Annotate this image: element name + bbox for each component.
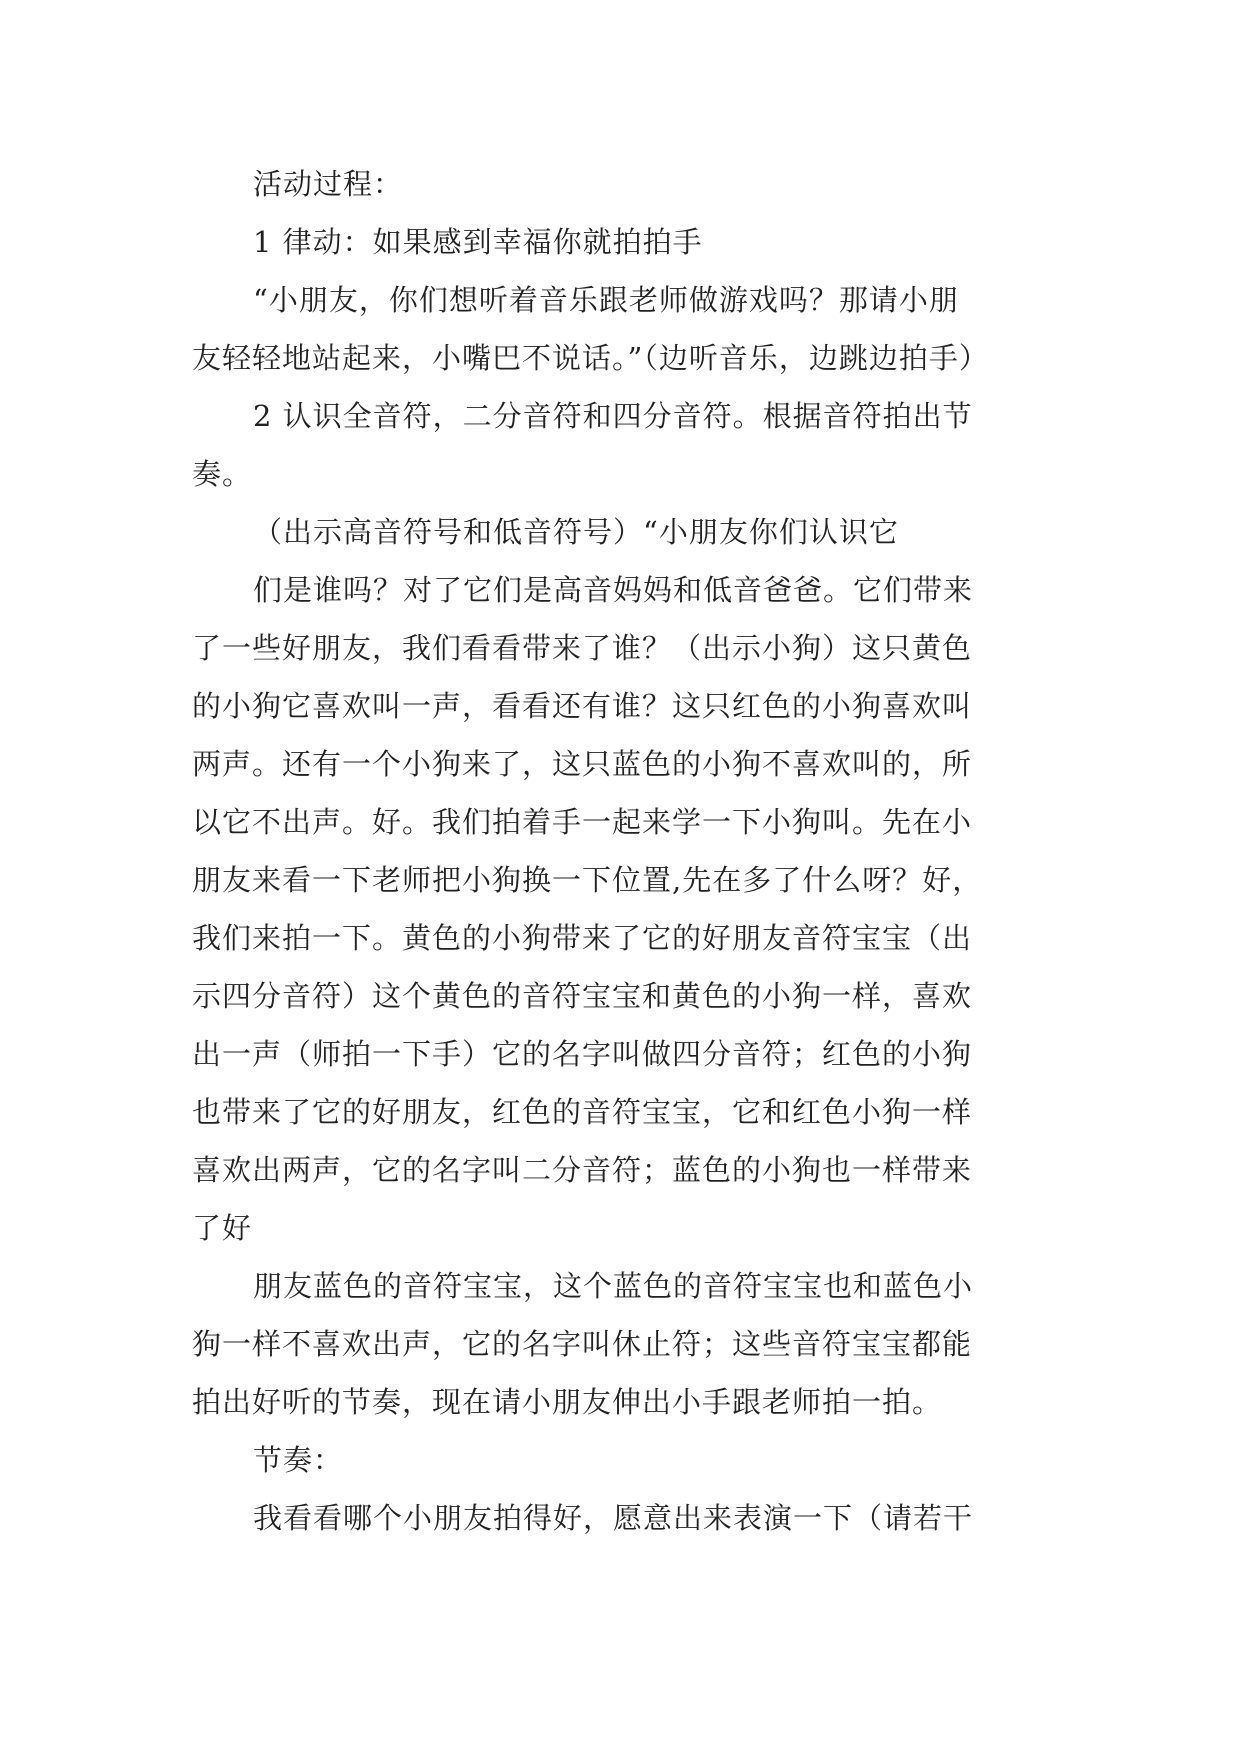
paragraph-line: 友轻轻地站起来，小嘴巴不说话。”（边听音乐，边跳边拍手） xyxy=(192,341,989,375)
paragraph-line: “小朋友，你们想听着音乐跟老师做游戏吗？那请小朋 xyxy=(253,283,959,317)
paragraph-line: 我看看哪个小朋友拍得好，愿意出来表演一下（请若干 xyxy=(253,1501,974,1535)
paragraph-line: 我们来拍一下。黄色的小狗带来了它的好朋友音符宝宝（出 xyxy=(192,921,973,955)
paragraph-line: 朋友来看一下老师把小狗换一下位置,先在多了什么呀？好， xyxy=(192,863,983,897)
paragraph-line: 朋友蓝色的音符宝宝，这个蓝色的音符宝宝也和蓝色小 xyxy=(253,1269,974,1303)
paragraph-line: 示四分音符）这个黄色的音符宝宝和黄色的小狗一样，喜欢 xyxy=(192,979,973,1013)
paragraph-line: （出示高音符号和低音符号）“小朋友你们认识它 xyxy=(253,515,899,549)
paragraph-line: 以它不出声。好。我们拍着手一起来学一下小狗叫。先在小 xyxy=(192,805,973,839)
paragraph-line: 奏。 xyxy=(192,457,253,491)
paragraph-line: 两声。还有一个小狗来了，这只蓝色的小狗不喜欢叫的，所 xyxy=(192,747,973,781)
paragraph-line: 节奏： xyxy=(253,1443,344,1477)
paragraph-line: 出一声（师拍一下手）它的名字叫做四分音符；红色的小狗 xyxy=(192,1037,973,1071)
paragraph-line: 2 认识全音符，二分音符和四分音符。根据音符拍出节 xyxy=(253,399,973,433)
paragraph-line: 狗一样不喜欢出声，它的名字叫休止符；这些音符宝宝都能 xyxy=(192,1327,973,1361)
paragraph-line: 了好 xyxy=(192,1211,253,1245)
paragraph-line: 了一些好朋友，我们看看带来了谁？（出示小狗）这只黄色 xyxy=(192,631,973,665)
paragraph-line: 的小狗它喜欢叫一声，看看还有谁？这只红色的小狗喜欢叫 xyxy=(192,689,973,723)
paragraph-line: 喜欢出两声，它的名字叫二分音符；蓝色的小狗也一样带来 xyxy=(192,1153,973,1187)
paragraph-line: 1 律动：如果感到幸福你就拍拍手 xyxy=(253,225,703,259)
paragraph-line: 也带来了它的好朋友，红色的音符宝宝，它和红色小狗一样 xyxy=(192,1095,973,1129)
paragraph-line: 拍出好听的节奏，现在请小朋友伸出小手跟老师拍一拍。 xyxy=(192,1385,943,1419)
heading-activity-process: 活动过程： xyxy=(253,167,404,201)
paragraph-line: 们是谁吗？对了它们是高音妈妈和低音爸爸。它们带来 xyxy=(253,573,974,607)
